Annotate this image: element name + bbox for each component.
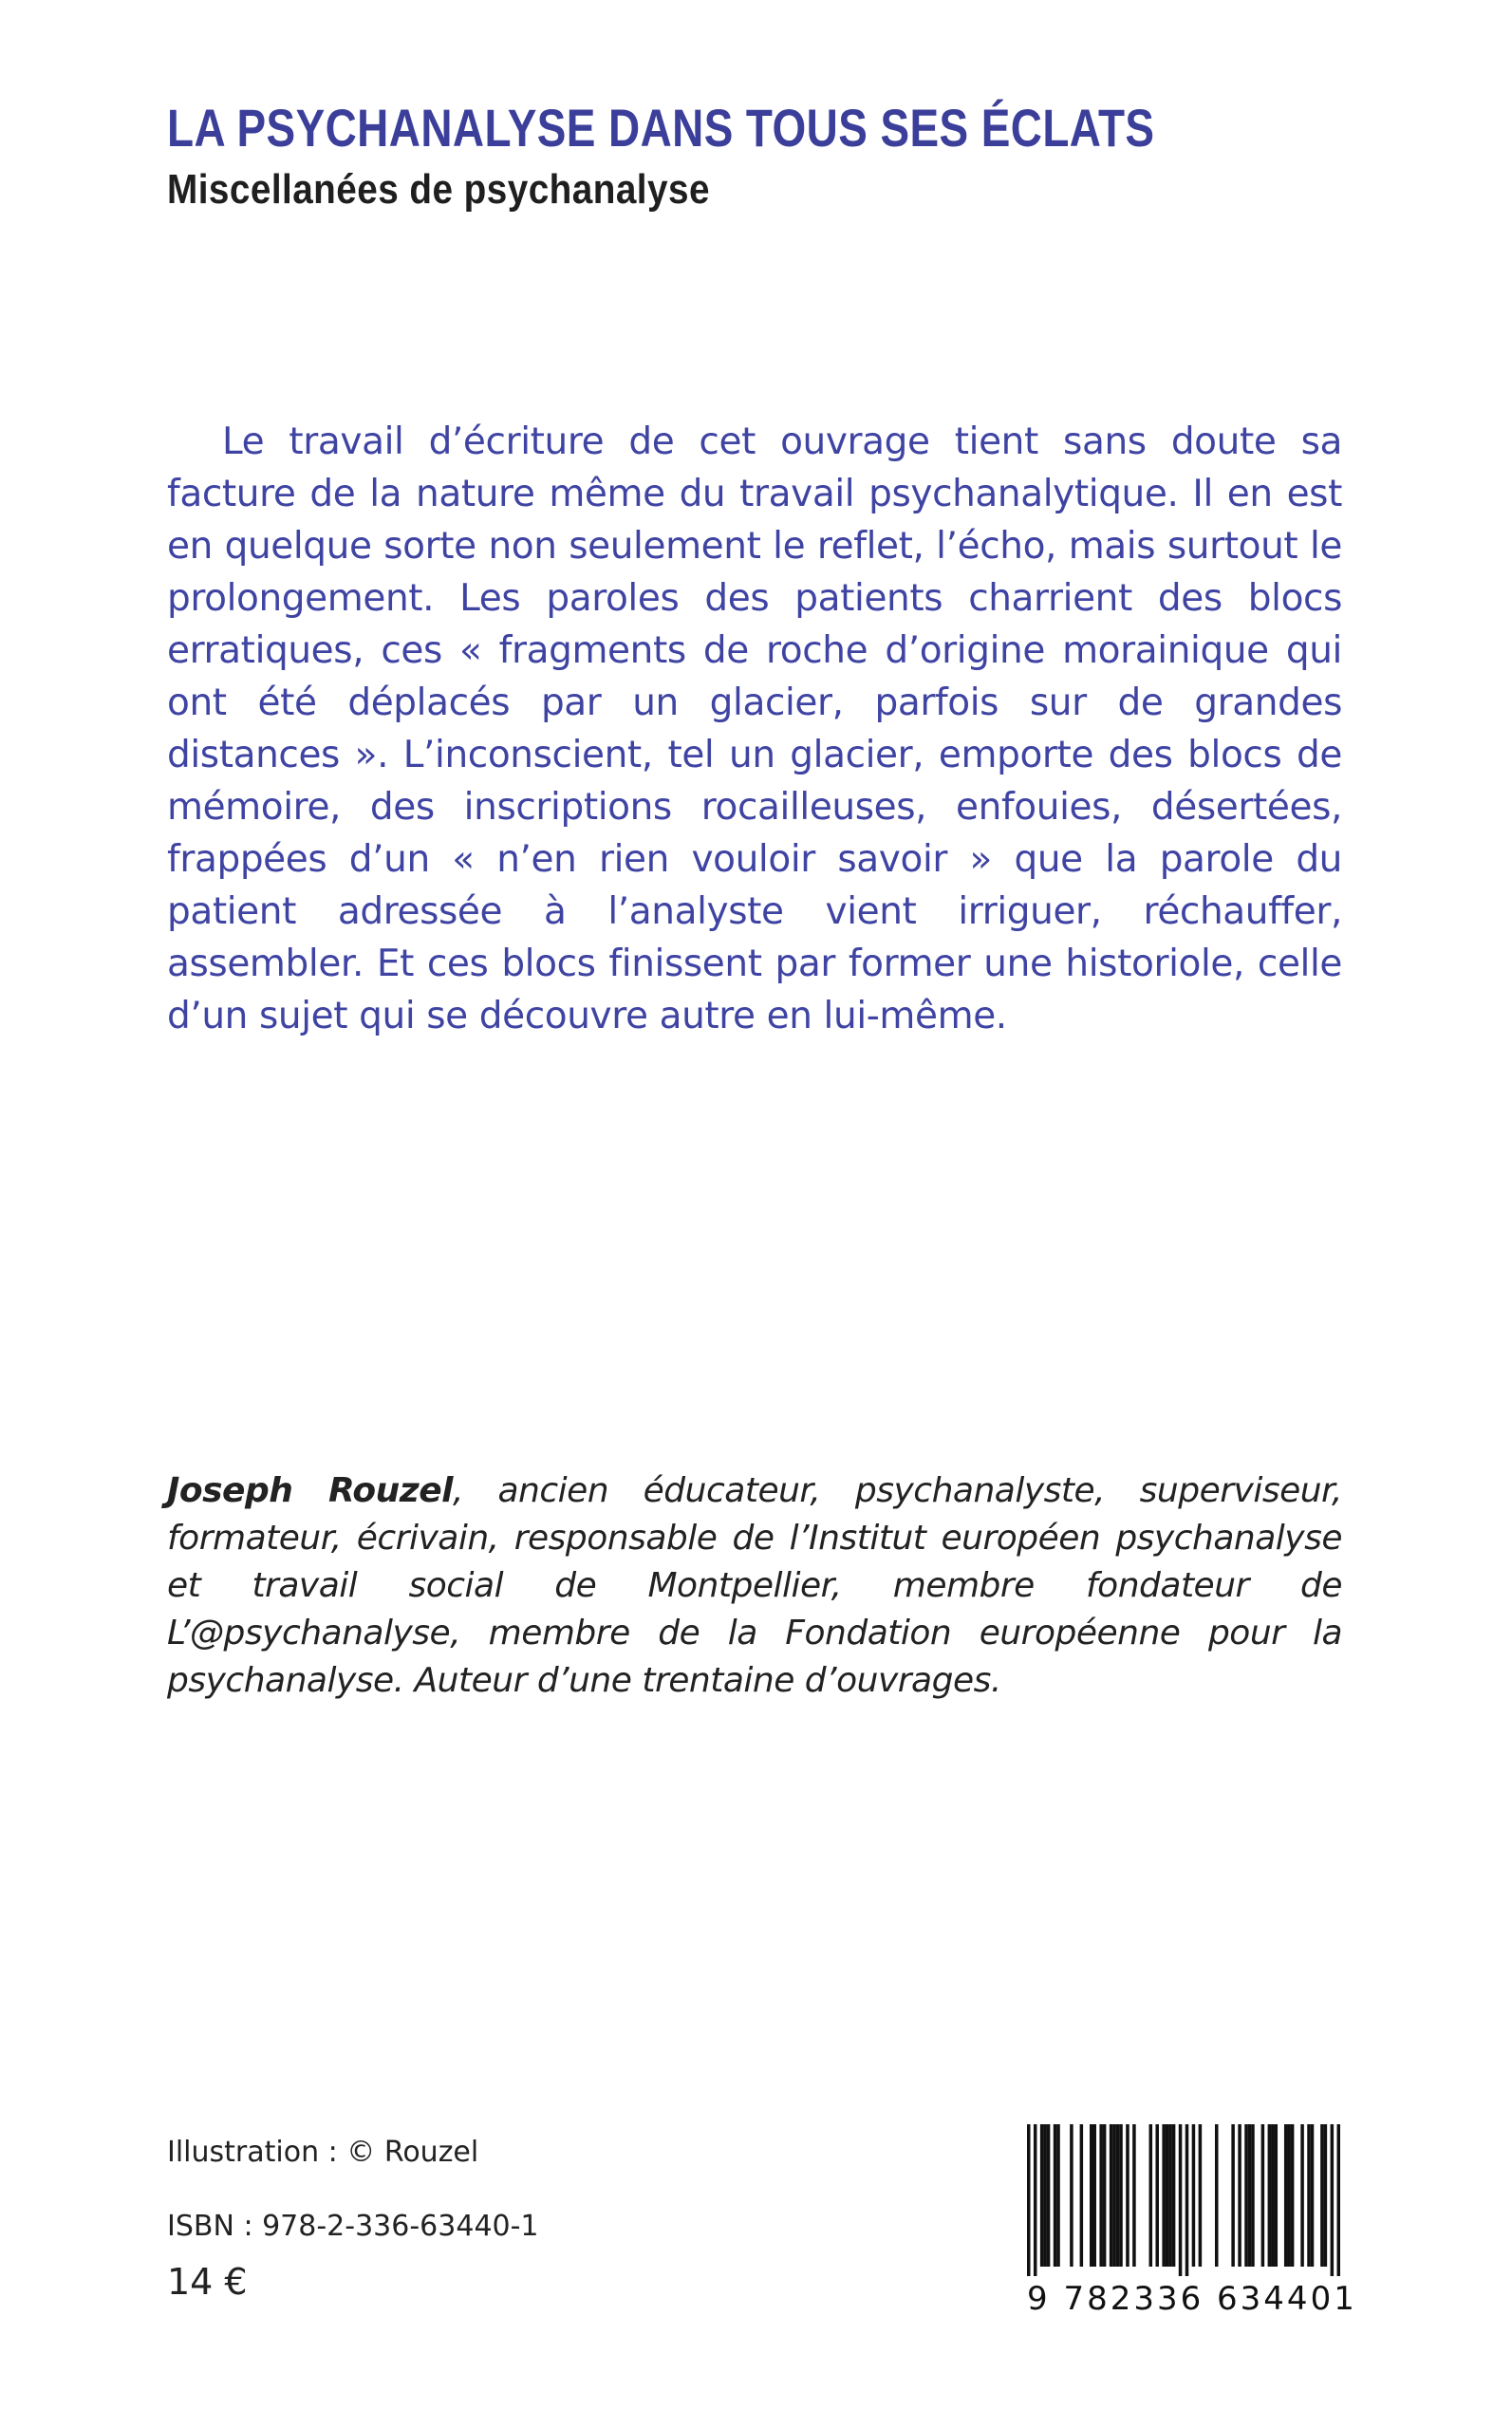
barcode-bar [1149,2124,1153,2267]
barcode-bar [1311,2124,1315,2267]
barcode-bar [1271,2124,1275,2267]
barcode-bar [1132,2124,1136,2267]
barcode-bar [1126,2124,1129,2267]
barcode-bar [1155,2124,1159,2267]
barcode-bar [1300,2124,1304,2267]
author-bio [167,1467,1342,1705]
author-name: Joseph Rouzel [167,1471,453,1510]
barcode-bar [1284,2124,1288,2267]
barcode-bar [1112,2124,1116,2267]
barcode-bar [1090,2124,1093,2267]
barcode-bar [1172,2124,1176,2267]
barcode-bar [1291,2124,1295,2267]
barcode-bar [1054,2124,1057,2267]
book-subtitle: Miscellanées de psychanalyse [167,166,710,213]
barcode-bar [1080,2124,1084,2267]
barcode-bar [1192,2124,1196,2267]
isbn-number: ISBN : 978-2-336-63440-1 [167,2210,539,2243]
barcode-bar [1324,2124,1328,2267]
barcode-bar [1179,2124,1183,2276]
barcode-bar [1199,2124,1203,2267]
author-bio-text: , ancien éducateur, psychanalyste, superviseur, formateur, écrivain, responsable de l’Institut européen psychanalyse et travail social de Montpellier, membre fondateur de L’@psychanalyse, membre de la Fondation européenne pour la psychanalyse. Auteur d’une trentaine d’ouvrages. [167,1471,1342,1700]
barcode-bar [1268,2124,1272,2267]
barcode-bar [1337,2124,1340,2276]
barcode-bar [1056,2124,1060,2267]
barcode-bar [1103,2124,1107,2267]
illustration-credit: Illustration : © Rouzel [167,2136,479,2169]
barcode-bar [1027,2124,1031,2276]
barcode-bar [1248,2124,1252,2267]
barcode-bar [1185,2124,1189,2276]
barcode-bar [1116,2124,1120,2267]
barcode [1027,2124,1357,2333]
barcode-bar [1215,2124,1219,2267]
barcode-bar [1047,2124,1051,2267]
barcode-bar [1331,2124,1335,2276]
book-summary: Le travail d’écriture de cet ouvrage tient sans doute sa facture de la nature même du travail psychanalytique. Il en est en quelque sorte non seulement le reflet, l’écho, mais surtout le prolongement. Les paroles des patients charrient des blocs erratiques, ces « fragments de roche d’origine morainique qui ont été déplacés par un glacier, parfois sur de grandes distances ». L’inconscient, tel un glacier, emporte des blocs de mémoire, des inscriptions rocailleuses, enfouies, désertées, frappées d’un « n’en rien vouloir savoir » que la parole du patient adressée à l’analyste vient irriguer, réchauffer, assembler. Et ces blocs finissent par former une historiole, celle d’un sujet qui se découvre autre en lui-même. [167,420,1342,1037]
barcode-bar [1287,2124,1291,2267]
barcode-bar [1244,2124,1248,2267]
barcode-bar [1168,2124,1172,2267]
barcode-bar [1162,2124,1166,2267]
barcode-bar [1099,2124,1103,2267]
barcode-bars [1027,2124,1340,2276]
barcode-bar [1261,2124,1265,2267]
barcode-bar [1110,2124,1113,2267]
barcode-bar [1231,2124,1235,2267]
barcode-bar [1092,2124,1096,2267]
barcode-bar [1275,2124,1279,2267]
barcode-bar [1043,2124,1047,2267]
barcode-digits: 9 782336 634401 [1027,2280,1357,2318]
barcode-bar [1238,2124,1241,2267]
barcode-bar [1040,2124,1044,2267]
barcode-bar [1320,2124,1324,2267]
book-title: LA PSYCHANALYSE DANS TOUS SES ÉCLATS [167,98,1155,158]
barcode-bar [1251,2124,1255,2267]
barcode-bar [1166,2124,1169,2267]
barcode-bar [1119,2124,1123,2267]
barcode-bar [1034,2124,1037,2276]
book-price: 14 € [167,2261,248,2303]
barcode-bar [1307,2124,1311,2267]
barcode-bar [1070,2124,1073,2267]
